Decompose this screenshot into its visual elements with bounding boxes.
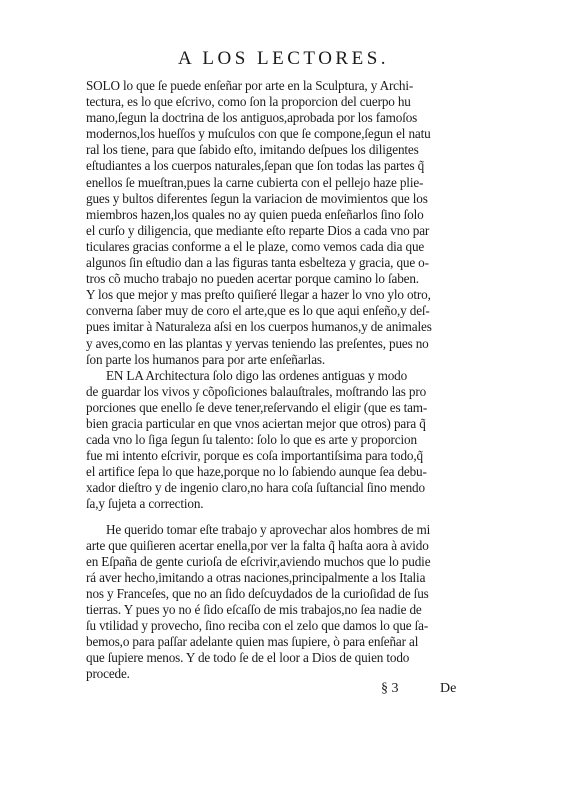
text-line: tectura, es lo que eſcrivo, como ſon la proporcion del cuerpo hu	[86, 94, 411, 110]
text-line: eſtudiantes a los cuerpos naturales,ſepan que ſon todas las partes q̃	[86, 158, 425, 174]
signature-mark: § 3	[381, 681, 399, 696]
body-text	[86, 78, 470, 682]
text-line: ſa,y ſujeta a correction.	[86, 496, 204, 512]
text-line: arte que quiſieren acertar enella,por ver la falta q̃ haſta aora à avido	[86, 537, 429, 553]
paragraph-1	[86, 78, 470, 368]
text-line: rá aver hecho,imitando a otras naciones,principalmente a los Italia	[86, 569, 426, 585]
page-footer	[0, 681, 567, 701]
text-line: SOLO lo que ſe puede enſeñar por arte en la Sculptura, y Archi-	[86, 78, 414, 93]
text-line: enellos ſe mueſtran,pues la carne cubierta con el pellejo haze plie-	[86, 174, 424, 190]
text-line: ticulares gracias conforme a el le plaze, como vemos cada dia que	[86, 238, 425, 254]
paragraph-3	[86, 522, 470, 683]
text-line: de guardar los vivos y cõpoſiciones balauſtrales, moſtrando las pro	[86, 383, 427, 399]
text-line: converna ſaber muy de coro el arte,que es lo que aqui enſeño,y deſ-	[86, 303, 430, 319]
text-line: porciones que enello ſe deve tener,reſervando el eligir (que es tam-	[86, 399, 428, 415]
text-line: modernos,los hueſſos y muſculos con que ſe compone,ſegun el natu	[86, 126, 431, 142]
text-line: algunos ſin eſtudio dan a las figuras tanta esbelteza y gracia, que o-	[86, 255, 429, 271]
text-line: miembros hazen,los quales no ay quien pueda enſeñarlos ſino ſolo	[86, 206, 424, 222]
paragraph-2	[86, 368, 470, 513]
text-line: xador dieſtro y de ingenio claro,no hara coſa ſuſtancial ſino mendo	[86, 480, 425, 496]
text-line: mano,ſegun la doctrina de los antiguos,aprobada por los famoſos	[86, 110, 418, 126]
text-line: el curſo y diligencia, que mediante eſto reparte Dios a cada vno par	[86, 222, 430, 238]
text-line: el artifice ſepa lo que haze,porque no lo ſabiendo aunque ſea debu-	[86, 464, 427, 480]
text-line: pues imitar à Naturaleza aſsi en los cuerpos humanos,y de animales	[86, 319, 432, 335]
text-line: y aves,como en las plantas y yervas teniendo las preſentes, pues no	[86, 335, 429, 351]
catchword: De	[440, 681, 457, 696]
text-line: ral los tiene, para que ſabido eſto, imitando deſpues los diligentes	[86, 142, 419, 158]
text-line: bemos,o para paſſar adelante quien mas ſupiere, ò para enſeñar al	[86, 634, 419, 650]
text-line: procede.	[86, 666, 130, 682]
text-line: cada vno lo ſiga ſegun ſu talento: ſolo lo que es arte y proporcion	[86, 432, 417, 448]
text-line: gues y bultos diferentes ſegun la variacion de movimientos que los	[86, 190, 428, 206]
text-line: en Eſpaña de gente curioſa de eſcrivir,aviendo muchos que lo pudie	[86, 553, 431, 569]
text-line: fue mi intento eſcrivir, porque es coſa importantiſsima para todo,q̃	[86, 448, 423, 464]
text-line: ſon parte los humanos para por arte enſeñarlas.	[86, 351, 326, 367]
text-line: Y los que mejor y mas preſto quiſieré llegar a hazer lo vno ylo otro,	[86, 287, 431, 303]
text-line: que ſupiere menos. Y de todo ſe de el loor a Dios de quien todo	[86, 650, 410, 666]
text-line: ſu vtilidad y provecho, ſino reciba con el zelo que damos lo que ſa-	[86, 618, 429, 634]
text-line: nos y Franceſes, que no an ſido deſcuydados de la curioſidad de ſus	[86, 585, 429, 601]
page-heading: A LOS LECTORES.	[177, 48, 390, 69]
text-line: tros cõ mucho trabajo no pueden acertar porque camino lo ſaben.	[86, 271, 419, 287]
text-line: EN LA Architectura ſolo digo las ordenes antiguas y modo	[106, 367, 408, 383]
text-line: He querido tomar eſte trabajo y aprovechar alos hombres de mi	[106, 521, 431, 537]
text-line: bien gracia particular en que vnos aciertan mejor que otros) para q̃	[86, 415, 426, 431]
text-line: tierras. Y pues yo no é ſido eſcaſſo de mis trabajos,no ſea nadie de	[86, 602, 422, 617]
